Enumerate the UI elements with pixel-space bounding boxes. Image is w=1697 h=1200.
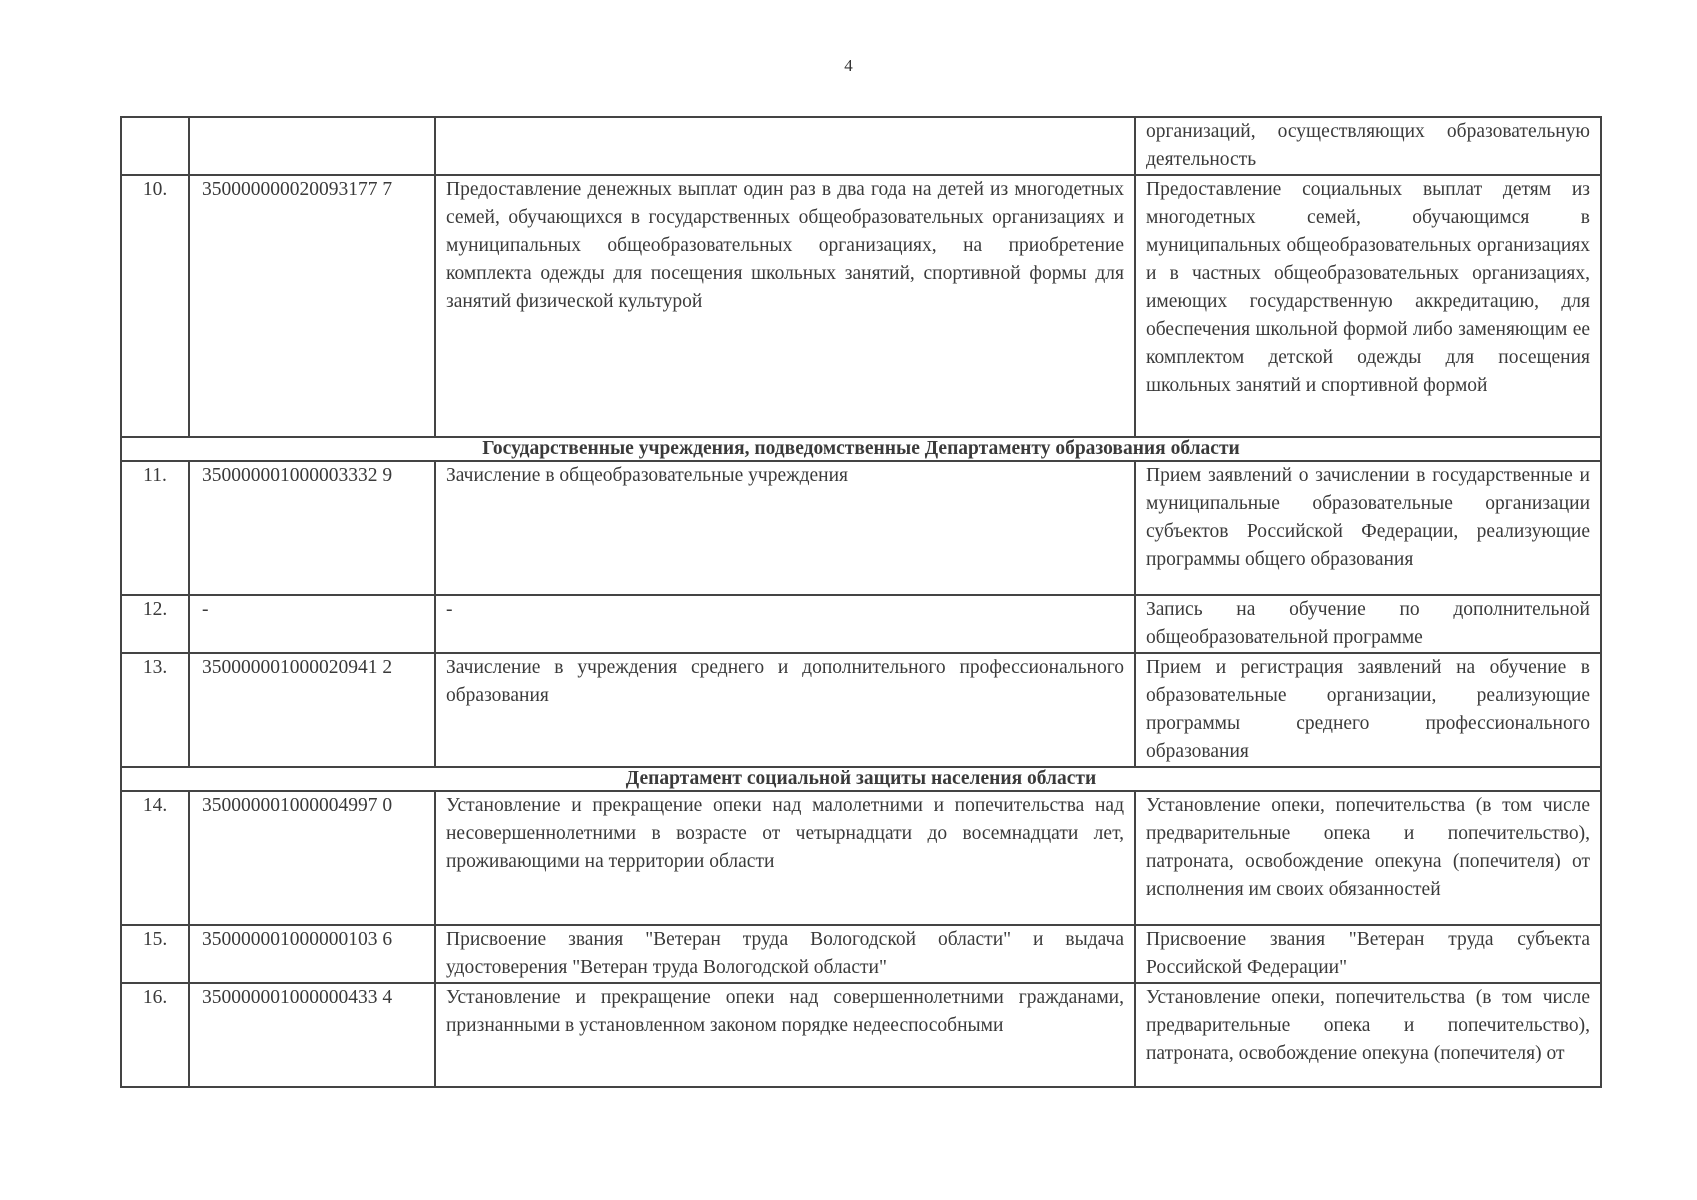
section-header-row xyxy=(121,437,1601,461)
table-body xyxy=(121,117,1601,1087)
row-number-cell: 13. xyxy=(121,653,189,767)
service-name-cell: Зачисление в учреждения среднего и дополнительного профессионального образования xyxy=(435,653,1135,767)
registry-code-cell: 350000001000000103 6 xyxy=(189,925,435,983)
service-description-cell: Прием и регистрация заявлений на обучение в образовательные организации, реализующие программы среднего профессионального образования xyxy=(1135,653,1601,767)
table-row xyxy=(121,983,1601,1087)
row-number-cell: 15. xyxy=(121,925,189,983)
section-title: Государственные учреждения, подведомственные Департаменту образования области xyxy=(121,437,1601,461)
row-number-cell: 16. xyxy=(121,983,189,1087)
service-name-cell: - xyxy=(435,595,1135,653)
service-name-cell: Установление и прекращение опеки над совершеннолетними гражданами, признанными в установленном законом порядке недееспособными xyxy=(435,983,1135,1087)
row-number-cell: 10. xyxy=(121,175,189,437)
registry-code-cell: 350000001000003332 9 xyxy=(189,461,435,595)
registry-code-cell: 350000001000004997 0 xyxy=(189,791,435,925)
table-row xyxy=(121,595,1601,653)
registry-code-cell: 350000001000020941 2 xyxy=(189,653,435,767)
service-name-cell: Установление и прекращение опеки над малолетними и попечительства над несовершеннолетними в возрасте от четырнадцати до восемнадцати лет, проживающими на территории области xyxy=(435,791,1135,925)
row-number-cell xyxy=(121,117,189,175)
registry-code-cell: - xyxy=(189,595,435,653)
service-description-cell: Присвоение звания "Ветеран труда субъекта Российской Федерации" xyxy=(1135,925,1601,983)
service-description-cell: организаций, осуществляющих образовательную деятельность xyxy=(1135,117,1601,175)
service-description-cell: Запись на обучение по дополнительной общеобразовательной программе xyxy=(1135,595,1601,653)
row-number-cell: 14. xyxy=(121,791,189,925)
row-number-cell: 11. xyxy=(121,461,189,595)
service-name-cell: Присвоение звания "Ветеран труда Вологодской области" и выдача удостоверения "Ветеран труда Вологодской области" xyxy=(435,925,1135,983)
row-number-cell: 12. xyxy=(121,595,189,653)
service-name-cell: Зачисление в общеобразовательные учреждения xyxy=(435,461,1135,595)
service-description-cell: Прием заявлений о зачислении в государственные и муниципальные образовательные организации субъектов Российской Федерации, реализующие программы общего образования xyxy=(1135,461,1601,595)
section-header-row xyxy=(121,767,1601,791)
service-description-cell: Установление опеки, попечительства (в том числе предварительные опека и попечительство), патроната, освобождение опекуна (попечителя) от исполнения им своих обязанностей xyxy=(1135,791,1601,925)
service-description-cell: Предоставление социальных выплат детям из многодетных семей, обучающимся в муниципальных общеобразовательных организациях и в частных общеобразовательных организациях, имеющих государственную аккредитацию, для обеспечения школьной формой либо заменяющим ее комплектом детской одежды для посещения школьных занятий и спортивной формой xyxy=(1135,175,1601,437)
table-row xyxy=(121,175,1601,437)
table-row xyxy=(121,653,1601,767)
service-name-cell xyxy=(435,117,1135,175)
registry-code-cell: 350000000020093177 7 xyxy=(189,175,435,437)
registry-code-cell xyxy=(189,117,435,175)
section-title: Департамент социальной защиты населения области xyxy=(121,767,1601,791)
table-row xyxy=(121,925,1601,983)
service-name-cell: Предоставление денежных выплат один раз в два года на детей из многодетных семей, обучающихся в государственных общеобразовательных организациях и муниципальных общеобразовательных организациях, на приобретение комплекта одежды для посещения школьных занятий, спортивной формы для занятий физической культурой xyxy=(435,175,1135,437)
services-table xyxy=(120,116,1602,1088)
service-description-cell: Установление опеки, попечительства (в том числе предварительные опека и попечительство), патроната, освобождение опекуна (попечителя) от xyxy=(1135,983,1601,1087)
table-row xyxy=(121,117,1601,175)
page-number: 4 xyxy=(844,56,853,75)
registry-code-cell: 350000001000000433 4 xyxy=(189,983,435,1087)
table-row xyxy=(121,791,1601,925)
table-row xyxy=(121,461,1601,595)
